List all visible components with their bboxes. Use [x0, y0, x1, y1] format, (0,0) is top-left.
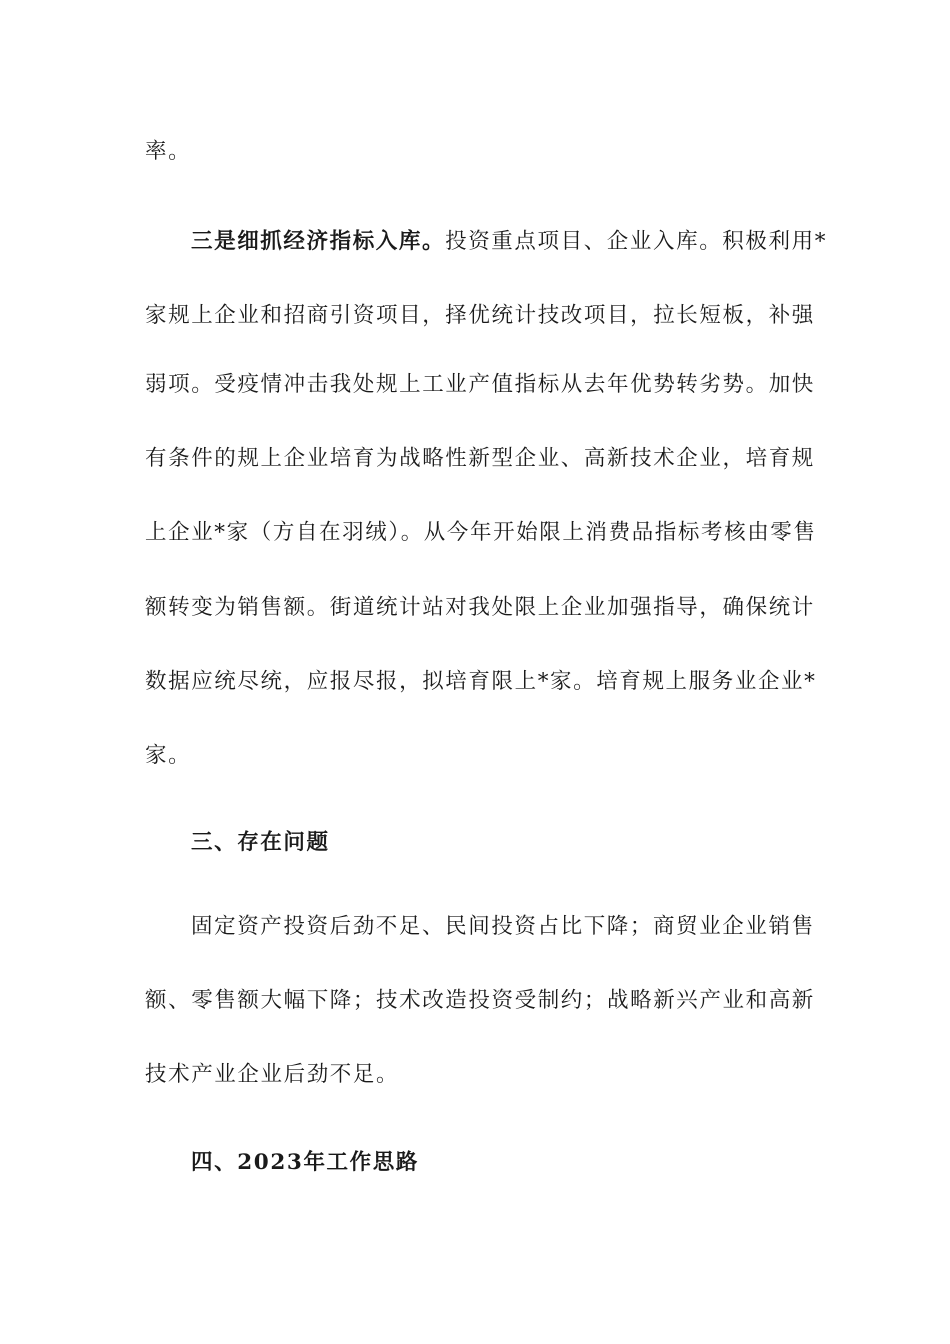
- section-heading: 四、2023年工作思路: [191, 1150, 419, 1175]
- paragraph-lead: 三是细抓经济指标入库。: [191, 229, 446, 254]
- paragraph-line: 固定资产投资后劲不足、民间投资占比下降；商贸业企业销售: [191, 914, 815, 939]
- paragraph-line: 上企业*家（方自在羽绒）。从今年开始限上消费品指标考核由零售: [145, 520, 817, 545]
- paragraph-line: 家。: [145, 743, 192, 768]
- carry-over-line: 率。: [145, 139, 192, 164]
- paragraph-line: 有条件的规上企业培育为战略性新型企业、高新技术企业，培育规: [145, 446, 815, 471]
- paragraph-line: 额、零售额大幅下降；技术改造投资受制约；战略新兴产业和高新: [145, 988, 815, 1013]
- paragraph-line: 技术产业企业后劲不足。: [145, 1062, 400, 1087]
- paragraph-text: 投资重点项目、企业入库。积极利用*: [445, 229, 828, 254]
- paragraph-line: [191, 227, 851, 257]
- paragraph-line: 弱项。受疫情冲击我处规上工业产值指标从去年优势转劣势。加快: [145, 372, 815, 397]
- section-heading: 三、存在问题: [191, 830, 330, 855]
- paragraph-line: 家规上企业和招商引资项目，择优统计技改项目，拉长短板，补强: [145, 303, 815, 328]
- paragraph-line: 额转变为销售额。街道统计站对我处限上企业加强指导，确保统计: [145, 595, 815, 620]
- paragraph-line: 数据应统尽统，应报尽报，拟培育限上*家。培育规上服务业企业*: [145, 669, 817, 694]
